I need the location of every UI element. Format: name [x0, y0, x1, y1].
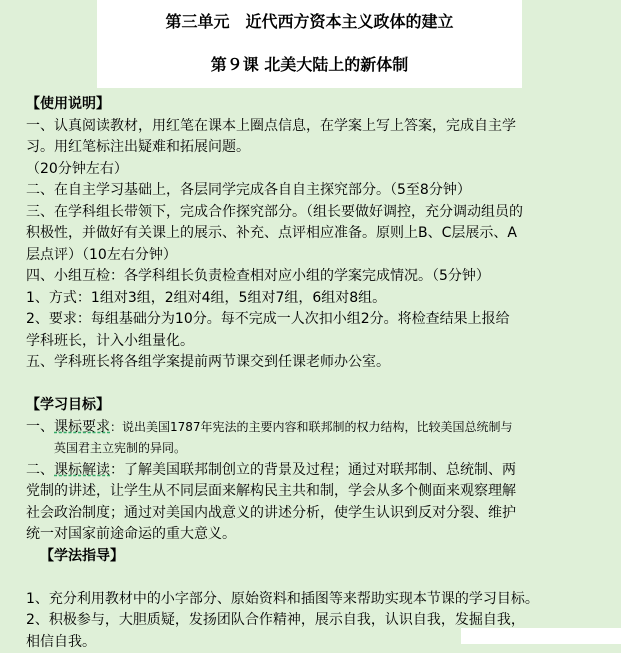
- method-heading: 【学法指导】: [26, 546, 616, 568]
- usage-line: 一、认真阅读教材，用红笔在课本上圈点信息，在学案上写上答案，完成自主学: [26, 116, 616, 138]
- document-body: [26, 94, 616, 653]
- usage-line: 积极性，并做好有关课上的展示、补充、点评相应准备。原则上B、C层展示、A: [26, 223, 616, 245]
- usage-line: 2、要求：每组基础分为10分。每不完成一人次扣小组2分。将检查结果上报给: [26, 309, 616, 331]
- goal-item-2-continued: 社会政治制度；通过对美国内战意义的讲述分析，使学生认识到反对分裂、维护: [26, 503, 616, 525]
- usage-line: 1、方式：1组对3组，2组对4组，5组对7组，6组对8组。: [26, 288, 616, 310]
- usage-line: 二、在自主学习基础上，各层同学完成各自自主探究部分。（5至8分钟）: [26, 180, 616, 202]
- goal-item-2: [26, 460, 616, 482]
- goal-item-1-text: ：说出美国1787年宪法的主要内容和联邦制的权力结构，比较美国总统制与: [110, 420, 513, 434]
- blank-line: [26, 567, 616, 589]
- goal-item-2-prefix: 二、: [26, 462, 54, 478]
- usage-line: 学科班长，计入小组量化。: [26, 331, 616, 353]
- blank-line: [26, 374, 616, 396]
- goal-item-2-continued: 统一对国家前途命运的重大意义。: [26, 524, 616, 546]
- goal-item-2-continued: 党制的讲述，让学生从不同层面来解构民主共和制，学会从多个侧面来观察理解: [26, 481, 616, 503]
- method-line: 1、充分利用教材中的小字部分、原始资料和插图等来帮助实现本节课的学习目标。: [26, 589, 616, 611]
- usage-line: 层点评）（10左右分钟）: [26, 245, 616, 267]
- usage-line: 习。用红笔标注出疑难和拓展问题。: [26, 137, 616, 159]
- goal-item-1-prefix: 一、: [26, 419, 54, 435]
- usage-line: 五、学科班长将各组学案提前两节课交到任课老师办公室。: [26, 352, 616, 374]
- goal-item-1-label: 课标要求: [54, 419, 110, 435]
- usage-heading: 【使用说明】: [26, 94, 616, 116]
- goal-item-1-continued: 英国君主立宪制的异同。: [26, 438, 616, 460]
- method-line: 相信自我。: [26, 632, 616, 653]
- goals-heading: 【学习目标】: [26, 395, 616, 417]
- method-line: 2、积极参与，大胆质疑，发扬团队合作精神，展示自我，认识自我，发掘自我，: [26, 610, 616, 632]
- goal-item-1: [26, 417, 616, 439]
- usage-line: 三、在学科组长带领下，完成合作探究部分。（组长要做好调控，充分调动组员的: [26, 202, 616, 224]
- goal-item-2-label: 课标解读: [54, 462, 110, 478]
- lesson-title: 第９课 北美大陆上的新体制: [97, 52, 522, 75]
- usage-line: 四、小组互检：各学科组长负责检查相对应小组的学案完成情况。（5分钟）: [26, 266, 616, 288]
- title-box: [97, 0, 522, 88]
- usage-line: （20分钟左右）: [26, 159, 616, 181]
- page-corner-patch: [461, 628, 621, 644]
- unit-title: 第三单元 近代西方资本主义政体的建立: [97, 9, 522, 32]
- goal-item-2-text: ：了解美国联邦制创立的背景及过程；通过对联邦制、总统制、两: [110, 462, 516, 478]
